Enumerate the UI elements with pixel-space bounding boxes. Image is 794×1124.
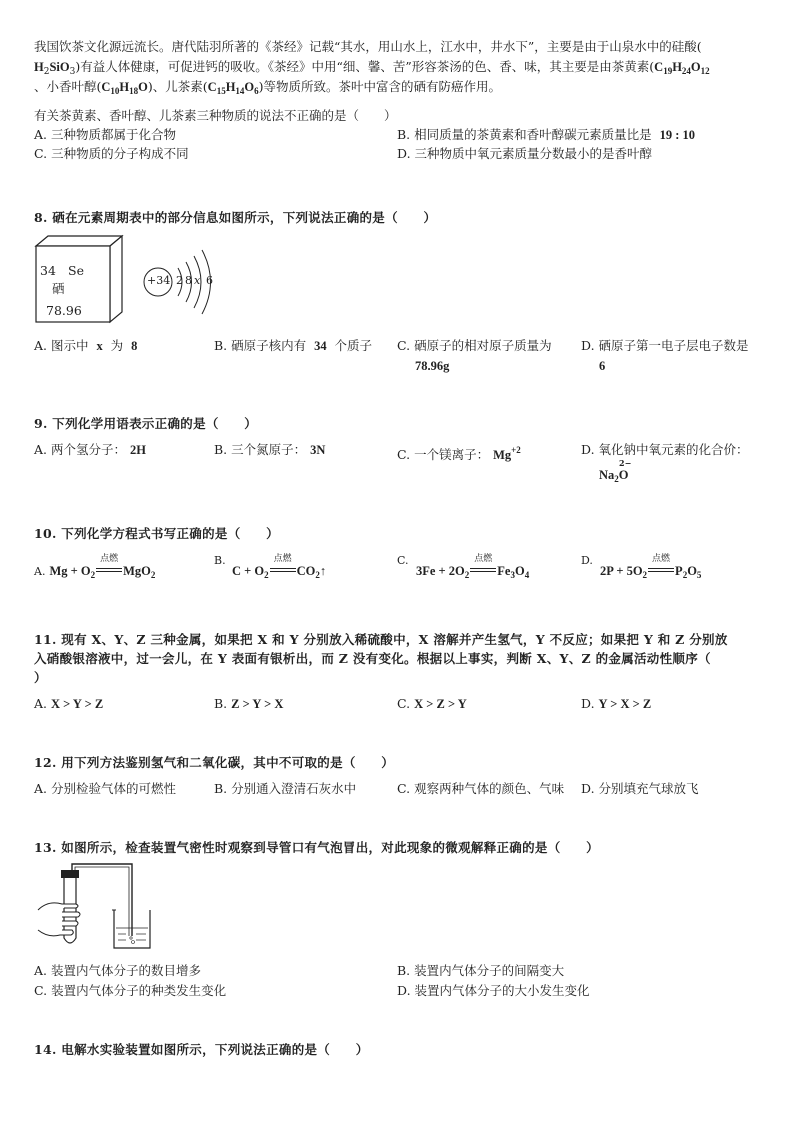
q8-option-c[interactable]: C. 硒原子的相对原子质量为 78.96g bbox=[397, 338, 552, 373]
intro-line-1: 我国饮茶文化源远流长。唐代陆羽所著的《茶经》记载“其水，用山水上，江水中，井水下”，主要是由于山泉水中的硅酸( bbox=[34, 39, 702, 54]
question-13-stem: 13. 如图所示，检查装置气密性时观察到导管口有气泡冒出，对此现象的微观解释正确的是（ ） bbox=[34, 840, 599, 855]
q13-option-c[interactable]: C. 装置内气体分子的种类发生变化 bbox=[34, 983, 227, 998]
equals-sign bbox=[648, 568, 674, 572]
q8-option-b[interactable]: B. 硒原子核内有 34 个质子 bbox=[214, 338, 373, 353]
q13-option-b[interactable]: B. 装置内气体分子的间隔变大 bbox=[397, 963, 565, 978]
q11-option-b[interactable]: B. Z > Y > X bbox=[214, 696, 284, 711]
q11-option-d[interactable]: D. Y > X > Z bbox=[581, 696, 652, 711]
question-11-line-3: ） bbox=[34, 670, 47, 685]
equals-sign bbox=[270, 568, 296, 572]
question-9-stem: 9. 下列化学用语表示正确的是（ ） bbox=[34, 416, 258, 431]
element-name: 硒 bbox=[52, 281, 65, 296]
shell-4-electrons: 6 bbox=[206, 274, 213, 287]
q9-option-d[interactable]: D. 氧化钠中氧元素的化合价： bbox=[581, 442, 749, 457]
q10-option-c[interactable]: $3Fe + 2O_2$ 点燃 $Fe_3O_4$ bbox=[416, 554, 530, 580]
element-symbol: Se bbox=[68, 263, 84, 278]
q7-option-a[interactable]: A. 三种物质都属于化合物 bbox=[34, 127, 176, 142]
question-11-line-1: 11. 现有 X、Y、Z 三种金属，如果把 X 和 Y 分别放入稀硫酸中，X 溶解并产生氢气，Y 不反应；如果把 Y 和 Z 分别放 bbox=[34, 632, 728, 647]
q11-option-a[interactable]: A. X > Y > Z bbox=[34, 696, 104, 711]
valence-mark: 2− bbox=[619, 458, 632, 468]
q10-option-b-label: B. bbox=[214, 554, 226, 567]
q10-option-d[interactable]: $2P + 5O_2$ 点燃 $P_2O_5$ bbox=[600, 554, 702, 580]
question-14-stem: 14. 电解水实验装置如图所示，下列说法正确的是（ ） bbox=[34, 1042, 369, 1057]
shell-2-electrons: 8 bbox=[185, 274, 192, 287]
atom-nucleus-charge: +34 bbox=[147, 274, 171, 287]
q13-option-d[interactable]: D. 装置内气体分子的大小发生变化 bbox=[397, 983, 590, 998]
intro-line-3: 、小香叶醇$(C_{10}H_{18}O)$、儿茶素$(C_{15}H_{14}O_6)$等物质所致。茶叶中富含的硒有防癌作用。 bbox=[34, 79, 502, 96]
q9-option-a[interactable]: A. 两个氢分子： 2H bbox=[34, 442, 146, 457]
q11-option-c[interactable]: C. X > Z > Y bbox=[397, 696, 467, 711]
q7-option-b[interactable]: B. 相同质量的茶黄素和香叶醇碳元素质量比是 19 : 10 bbox=[397, 127, 696, 142]
theaflavin-formula: $C_{19}H_{24}O_{12}$ bbox=[654, 60, 710, 76]
question-12-stem: 12. 用下列方法鉴别氢气和二氧化碳，其中不可取的是（ ） bbox=[34, 755, 395, 770]
question-7-stem: 有关茶黄素、香叶醇、儿茶素三种物质的说法不正确的是（ ） bbox=[34, 108, 397, 123]
q9-option-c[interactable]: C. 一个镁离子： $Mg^{+2}$ bbox=[397, 445, 521, 462]
catechin-formula: $C_{15}H_{14}O_6$ bbox=[207, 80, 259, 96]
question-8-stem: 8. 硒在元素周期表中的部分信息如图所示，下列说法正确的是（ ） bbox=[34, 210, 437, 225]
geraniol-formula: $C_{10}H_{18}O$ bbox=[101, 80, 148, 96]
question-10-stem: 10. 下列化学方程式书写正确的是（ ） bbox=[34, 526, 279, 541]
equals-sign bbox=[470, 568, 496, 572]
q12-option-a[interactable]: A. 分别检验气体的可燃性 bbox=[34, 781, 176, 796]
q12-option-d[interactable]: D. 分别填充气球放飞 bbox=[581, 781, 699, 796]
element-number: 34 bbox=[40, 263, 56, 278]
q10-option-b[interactable]: $C + O_2$ 点燃 $CO_2↑$ bbox=[232, 554, 327, 580]
shell-1-electrons: 2 bbox=[176, 274, 183, 287]
q9-option-b[interactable]: B. 三个氮原子： 3N bbox=[214, 442, 326, 457]
q10-option-a[interactable]: A. $Mg + O_2$ 点燃 MgO$_2$ bbox=[34, 554, 156, 580]
element-mass: 78.96 bbox=[46, 303, 82, 318]
q13-option-a[interactable]: A. 装置内气体分子的数目增多 bbox=[34, 963, 201, 978]
equals-sign bbox=[96, 568, 122, 572]
intro-line-2: $H_2SiO_3$)有益人体健康，可促进钙的吸收。《茶经》中用“细、馨、苦”形容茶汤的色、香、味，其主要是由茶黄素($C_{19}H_{24}O_{12}$ bbox=[34, 59, 710, 77]
shell-3-electrons: x bbox=[194, 274, 201, 287]
question-11-line-2: 入硝酸银溶液中，过一会儿，在 Y 表面有银析出，而 Z 没有变化。根据以上事实，判断 X、Y、Z 的金属活动性顺序（ bbox=[34, 651, 711, 666]
q12-option-b[interactable]: B. 分别通入澄清石灰水中 bbox=[214, 781, 357, 796]
q7-option-c[interactable]: C. 三种物质的分子构成不同 bbox=[34, 146, 189, 161]
q10-option-d-label: D. bbox=[581, 554, 593, 567]
q10-option-c-label: C. bbox=[397, 554, 409, 567]
airtightness-apparatus-diagram bbox=[34, 860, 164, 952]
sodium-oxide-formula: $Na_2O$ bbox=[599, 468, 629, 484]
q8-option-d[interactable]: D. 硒原子第一电子层电子数是 6 bbox=[581, 338, 749, 373]
q7-option-d[interactable]: D. 三种物质中氧元素质量分数最小的是香叶醇 bbox=[397, 146, 653, 161]
q12-option-c[interactable]: C. 观察两种气体的颜色、气味 bbox=[397, 781, 565, 796]
q8-option-a[interactable]: A. 图示中 x 为 8 bbox=[34, 338, 138, 353]
